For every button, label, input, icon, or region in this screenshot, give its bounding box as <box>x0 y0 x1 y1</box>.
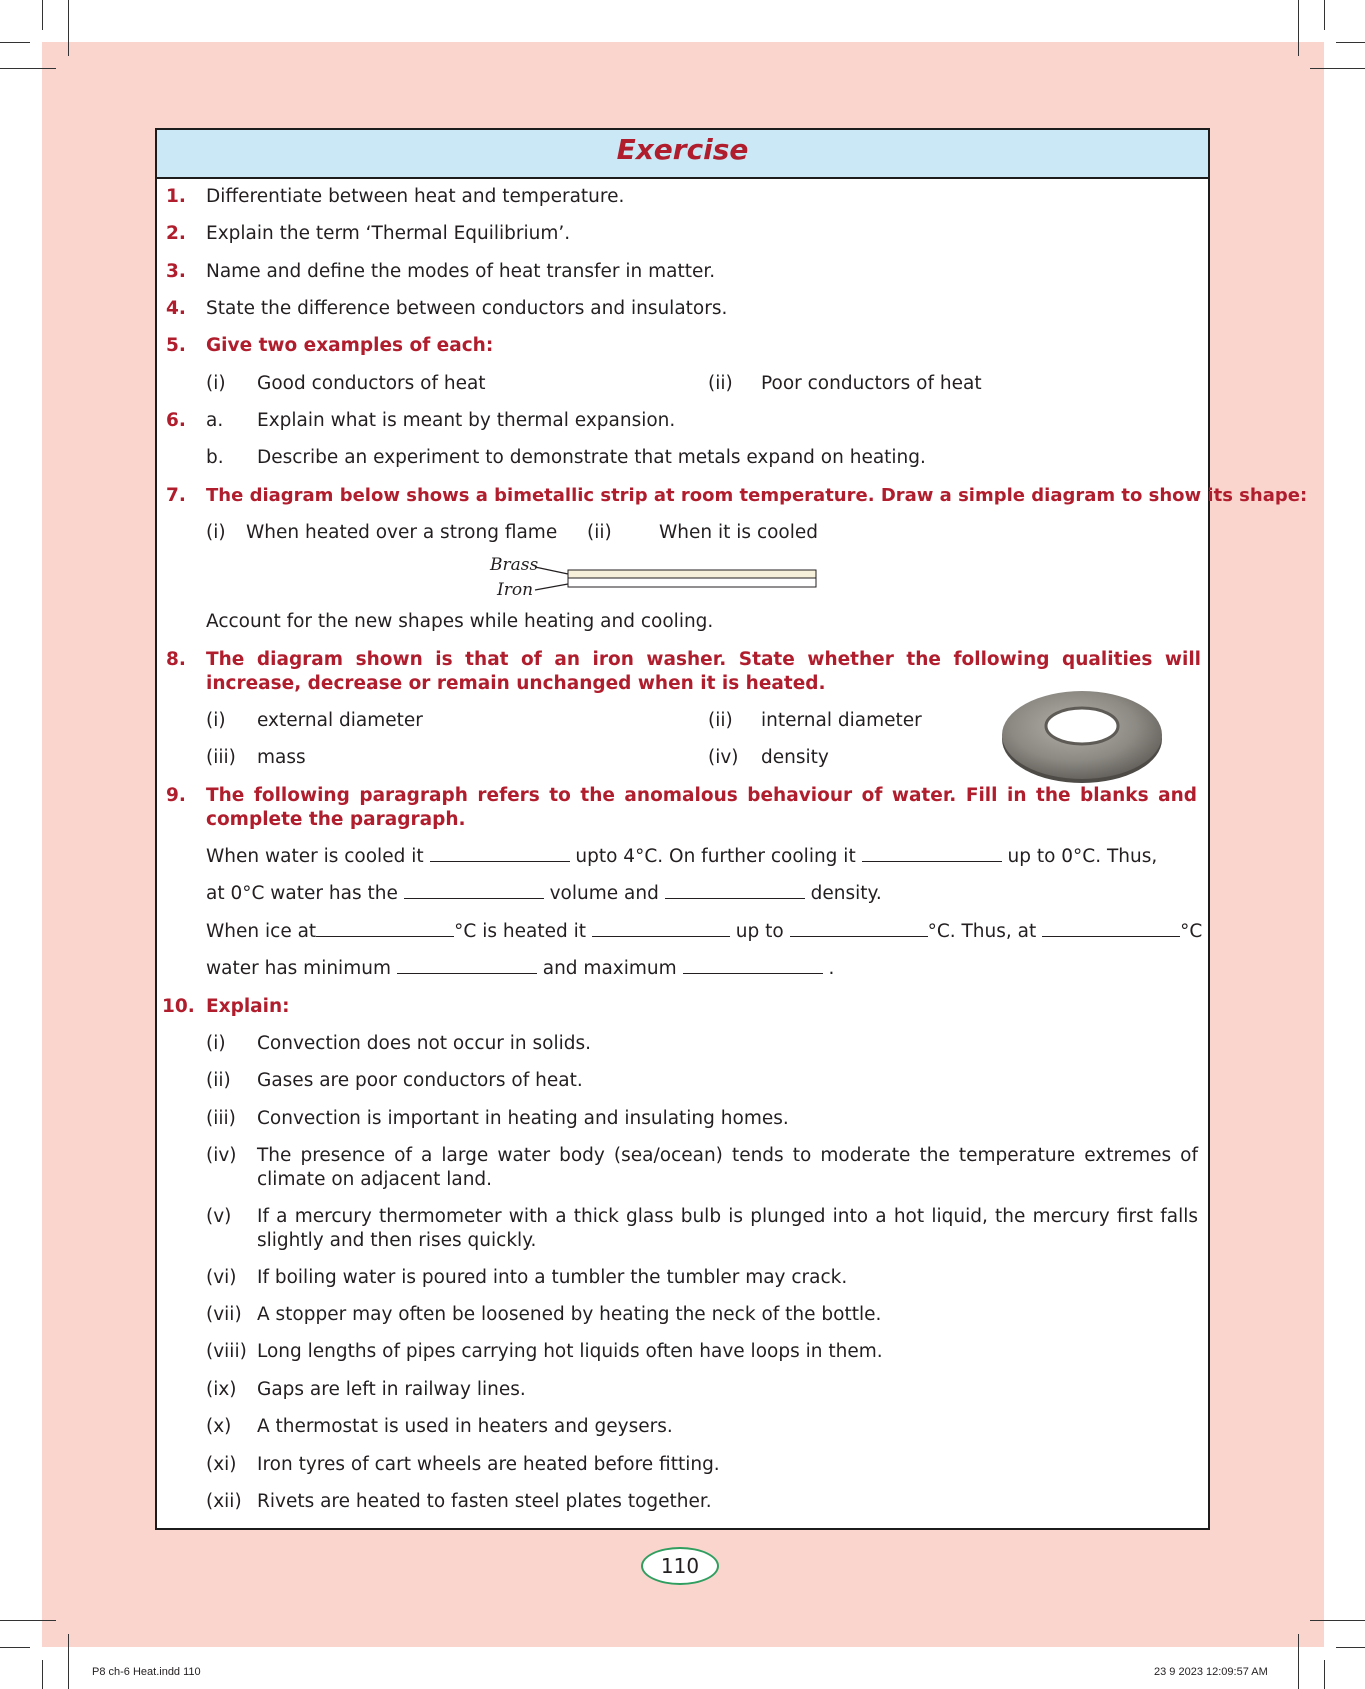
answer-blank[interactable] <box>862 847 1002 862</box>
explain-item-label: (iii) <box>206 1108 236 1129</box>
crop-mark <box>1336 1647 1365 1648</box>
answer-blank[interactable] <box>397 959 537 974</box>
explain-item-text: If a mercury thermometer with a thick glass bulb is plunged into a hot liquid, the mercury first falls slightly and then rises quickly. <box>257 1206 1198 1251</box>
question-number: 9. <box>166 785 186 806</box>
explain-item-label: (x) <box>206 1416 232 1437</box>
question-number: 7. <box>166 485 186 506</box>
explain-item-text: A stopper may often be loosened by heating the neck of the bottle. <box>257 1304 882 1325</box>
option-label: b. <box>206 447 224 468</box>
answer-blank[interactable] <box>592 922 730 937</box>
fill-text: and maximum <box>542 958 677 979</box>
fill-text: When ice at <box>206 921 317 942</box>
fill-text: When water is cooled it <box>206 846 424 867</box>
crop-mark <box>0 1620 56 1621</box>
question-text: Explain: <box>206 996 290 1017</box>
bimetallic-strip-diagram <box>530 560 820 596</box>
question-number: 4. <box>166 298 186 319</box>
fill-text: . <box>828 958 835 979</box>
explain-item-text: Convection does not occur in solids. <box>257 1033 592 1054</box>
question-number: 10. <box>162 996 195 1017</box>
crop-mark <box>1336 42 1365 43</box>
answer-blank[interactable] <box>404 884 544 899</box>
question-text: The diagram below shows a bimetallic strip at room temperature. Draw a simple diagram to show its shape: <box>206 485 1308 506</box>
explain-item-label: (vi) <box>206 1267 237 1288</box>
explain-item-text: A thermostat is used in heaters and geysers. <box>257 1416 673 1437</box>
question-text: Name and define the modes of heat transfer in matter. <box>206 261 716 282</box>
option-text: internal diameter <box>761 710 922 731</box>
explain-item-label: (i) <box>206 1033 226 1054</box>
option-label: (ii) <box>587 522 612 543</box>
question-number: 8. <box>166 649 186 670</box>
question-text: Differentiate between heat and temperature. <box>206 186 625 207</box>
option-text: When it is cooled <box>659 522 819 543</box>
explain-item-text: Long lengths of pipes carrying hot liquids often have loops in them. <box>257 1341 883 1362</box>
question-text: The diagram shown is that of an iron washer. State whether the following qualities will increase, decrease or remain unchanged when it is heated. <box>206 649 1201 694</box>
question-text: The following paragraph refers to the anomalous behaviour of water. Fill in the blanks and complete the paragraph. <box>206 785 1197 830</box>
iron-label: Iron <box>497 580 534 600</box>
fill-text: up to 0°C. Thus, <box>1007 846 1158 867</box>
slug-left: P8 ch-6 Heat.indd 110 <box>92 1666 201 1678</box>
question-text: State the difference between conductors and insulators. <box>206 298 728 319</box>
brass-label: Brass <box>490 555 539 575</box>
option-text: external diameter <box>257 710 423 731</box>
crop-mark <box>0 1647 30 1648</box>
explain-item-text: Gaps are left in railway lines. <box>257 1379 526 1400</box>
crop-mark <box>1324 0 1325 30</box>
option-label: (i) <box>206 373 226 394</box>
fill-text: water has minimum <box>206 958 391 979</box>
fill-text: density. <box>810 883 882 904</box>
crop-mark <box>1310 68 1365 69</box>
crop-mark <box>0 68 56 69</box>
option-text: Explain what is meant by thermal expansion. <box>257 410 676 431</box>
option-text: When heated over a strong flame <box>246 522 558 543</box>
fill-in-line <box>206 845 1157 869</box>
option-label: (ii) <box>708 373 733 394</box>
iron-layer <box>568 578 816 587</box>
explain-item-label: (xii) <box>206 1491 242 1512</box>
answer-blank[interactable] <box>316 922 454 937</box>
fill-text: °C is heated it <box>454 921 586 942</box>
explain-item-label: (viii) <box>206 1341 247 1362</box>
exercise-title: Exercise <box>616 133 749 166</box>
option-label: a. <box>206 410 224 431</box>
crop-mark <box>42 1660 43 1689</box>
explain-item-label: (ii) <box>206 1070 231 1091</box>
fill-text: at 0°C water has the <box>206 883 398 904</box>
question-footer-text: Account for the new shapes while heating and cooling. <box>206 611 714 632</box>
option-label: (i) <box>206 522 226 543</box>
iron-pointer <box>535 584 568 590</box>
answer-blank[interactable] <box>1042 922 1180 937</box>
explain-item-text: If boiling water is poured into a tumbler the tumbler may crack. <box>257 1267 848 1288</box>
explain-item-label: (xi) <box>206 1454 237 1475</box>
question-number: 2. <box>166 223 186 244</box>
explain-item-text: Rivets are heated to fasten steel plates together. <box>257 1491 712 1512</box>
explain-item-text: Iron tyres of cart wheels are heated before fitting. <box>257 1454 720 1475</box>
option-label: (iii) <box>206 747 236 768</box>
fill-text: °C <box>1180 921 1203 942</box>
iron-washer-image <box>998 686 1166 786</box>
slug-right: 23 9 2023 12:09:57 AM <box>1154 1666 1268 1678</box>
brass-pointer <box>535 567 568 574</box>
fill-text: upto 4°C. On further cooling it <box>575 846 856 867</box>
crop-mark <box>1298 0 1299 56</box>
crop-mark <box>68 0 69 56</box>
option-label: (ii) <box>708 710 733 731</box>
option-text: density <box>761 747 829 768</box>
crop-mark <box>1310 1620 1365 1621</box>
explain-item-label: (vii) <box>206 1304 242 1325</box>
explain-item-label: (iv) <box>206 1145 237 1166</box>
explain-item-label: (v) <box>206 1206 232 1227</box>
option-label: (i) <box>206 710 226 731</box>
fill-in-line <box>206 957 834 981</box>
brass-layer <box>568 570 816 578</box>
answer-blank[interactable] <box>790 922 928 937</box>
exercise-title-bar <box>157 130 1208 179</box>
question-number: 6. <box>166 410 186 431</box>
fill-text: volume and <box>549 883 659 904</box>
question-text: Explain the term ‘Thermal Equilibrium’. <box>206 223 571 244</box>
fill-in-line <box>206 882 882 906</box>
explain-item-label: (ix) <box>206 1379 237 1400</box>
option-text: Poor conductors of heat <box>761 373 982 394</box>
question-text: Give two examples of each: <box>206 335 494 356</box>
explain-item-text: The presence of a large water body (sea/ocean) tends to moderate the temperature extremes of climate on adjacent land. <box>257 1145 1198 1190</box>
page-number: 110 <box>641 1547 719 1585</box>
fill-text: °C. Thus, at <box>927 921 1037 942</box>
washer-hole <box>1046 708 1118 744</box>
question-number: 1. <box>166 186 186 207</box>
question-number: 5. <box>166 335 186 356</box>
answer-blank[interactable] <box>430 847 570 862</box>
option-text: Describe an experiment to demonstrate that metals expand on heating. <box>257 447 926 468</box>
answer-blank[interactable] <box>683 959 823 974</box>
crop-mark <box>42 0 43 30</box>
fill-text: up to <box>735 921 784 942</box>
explain-item-text: Gases are poor conductors of heat. <box>257 1070 583 1091</box>
question-number: 3. <box>166 261 186 282</box>
answer-blank[interactable] <box>665 884 805 899</box>
fill-in-line <box>206 920 1202 944</box>
option-text: Good conductors of heat <box>257 373 486 394</box>
crop-mark <box>0 42 30 43</box>
explain-item-text: Convection is important in heating and insulating homes. <box>257 1108 789 1129</box>
crop-mark <box>1298 1634 1299 1689</box>
option-text: mass <box>257 747 306 768</box>
crop-mark <box>68 1634 69 1689</box>
crop-mark <box>1324 1660 1325 1689</box>
option-label: (iv) <box>708 747 739 768</box>
